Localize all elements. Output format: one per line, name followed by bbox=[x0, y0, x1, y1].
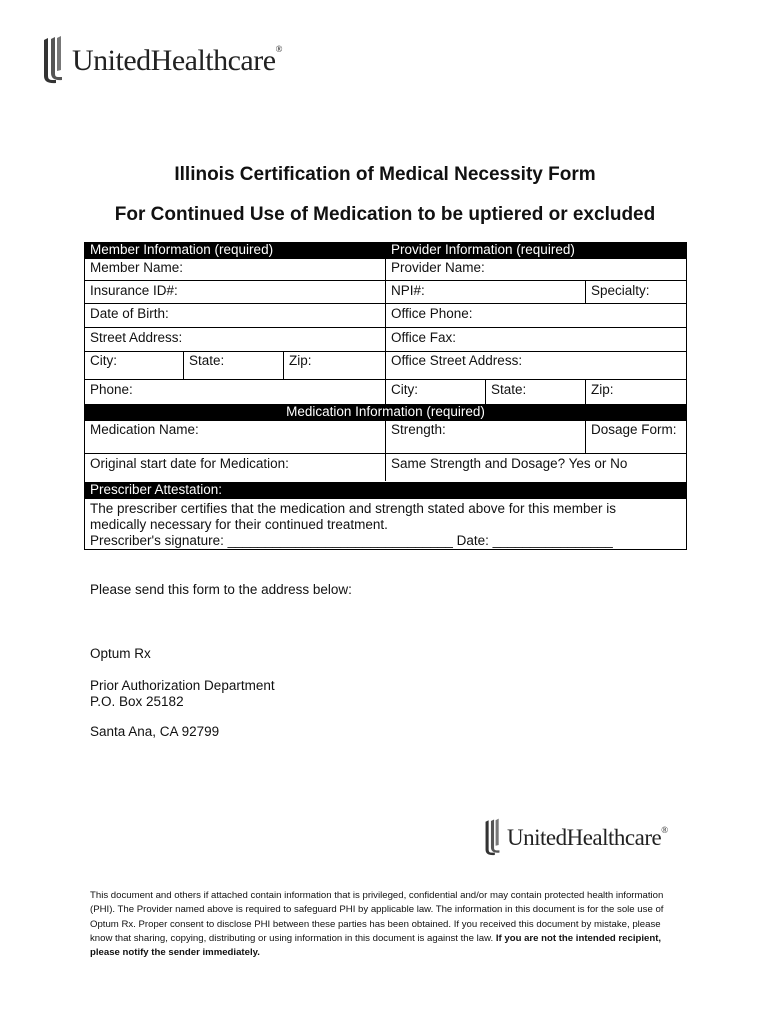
prescriber-attestation-header: Prescriber Attestation: bbox=[84, 482, 687, 499]
provider-zip-field[interactable]: Zip: bbox=[591, 382, 614, 397]
provider-info-header: Provider Information (required) bbox=[385, 242, 687, 259]
dosage-form-field[interactable]: Dosage Form: bbox=[591, 422, 677, 437]
strength-field[interactable]: Strength: bbox=[391, 422, 446, 437]
member-phone-field[interactable]: Phone: bbox=[90, 382, 133, 397]
insurance-id-field[interactable]: Insurance ID#: bbox=[90, 283, 178, 298]
office-street-address-field[interactable]: Office Street Address: bbox=[391, 353, 523, 368]
medication-info-header: Medication Information (required) bbox=[84, 404, 687, 421]
attestation-line-2: medically necessary for their continued treatment. bbox=[90, 517, 388, 532]
provider-state-field[interactable]: State: bbox=[491, 382, 527, 397]
send-instruction: Please send this form to the address below: bbox=[90, 582, 352, 597]
member-zip-field[interactable]: Zip: bbox=[289, 353, 312, 368]
member-street-address-field[interactable]: Street Address: bbox=[90, 330, 183, 345]
uhc-u-mark-icon bbox=[42, 36, 64, 86]
form-subtitle: For Continued Use of Medication to be uptiered or excluded bbox=[114, 204, 656, 225]
attestation-line-1: The prescriber certifies that the medication and strength stated above for this member is bbox=[90, 501, 617, 516]
member-state-field[interactable]: State: bbox=[189, 353, 225, 368]
unitedhealthcare-logo-top bbox=[42, 36, 282, 86]
specialty-field[interactable]: Specialty: bbox=[591, 283, 650, 298]
medical-necessity-form-table bbox=[84, 242, 687, 550]
office-phone-field[interactable]: Office Phone: bbox=[391, 306, 473, 321]
brand-wordmark-bottom: UnitedHealthcare® bbox=[507, 825, 668, 850]
member-info-header: Member Information (required) bbox=[84, 242, 385, 259]
prescriber-signature-date-line[interactable]: Prescriber's signature: ______________________________ Date: ________________ bbox=[90, 533, 613, 548]
send-department: Prior Authorization Department bbox=[90, 678, 275, 693]
same-strength-dosage-field[interactable]: Same Strength and Dosage? Yes or No bbox=[391, 456, 628, 471]
phi-disclaimer bbox=[90, 889, 680, 960]
send-po-box: P.O. Box 25182 bbox=[90, 694, 184, 709]
send-city: Santa Ana, CA 92799 bbox=[90, 724, 220, 739]
original-start-date-field[interactable]: Original start date for Medication: bbox=[90, 456, 289, 471]
member-city-field[interactable]: City: bbox=[90, 353, 117, 368]
unitedhealthcare-logo-bottom bbox=[484, 818, 668, 858]
provider-city-field[interactable]: City: bbox=[391, 382, 418, 397]
npi-field[interactable]: NPI#: bbox=[391, 283, 425, 298]
date-of-birth-field[interactable]: Date of Birth: bbox=[90, 306, 169, 321]
uhc-u-mark-icon bbox=[484, 818, 501, 858]
disclaimer-text: This document and others if attached contain information that is privileged, confidential and/or may contain protected health information (PHI). The Provider named above is required to safeguard PHI by applicable law. The information in this document is for the sole use of Optum Rx. Proper consent to disclose PHI between these parties has been obtained. If you received this document by mistake, please know that sharing, copying, distributing or using information in this document is against the law. bbox=[90, 890, 664, 944]
brand-wordmark: UnitedHealthcare® bbox=[72, 44, 282, 77]
provider-name-field[interactable]: Provider Name: bbox=[391, 260, 485, 275]
disclaimer-bold-text: If you are not the intended recipient, please notify the sender immediately. bbox=[90, 932, 662, 959]
send-org: Optum Rx bbox=[90, 646, 151, 661]
member-name-field[interactable]: Member Name: bbox=[90, 260, 184, 275]
form-title: Illinois Certification of Medical Necessity Form bbox=[174, 164, 596, 185]
medication-name-field[interactable]: Medication Name: bbox=[90, 422, 199, 437]
office-fax-field[interactable]: Office Fax: bbox=[391, 330, 457, 345]
